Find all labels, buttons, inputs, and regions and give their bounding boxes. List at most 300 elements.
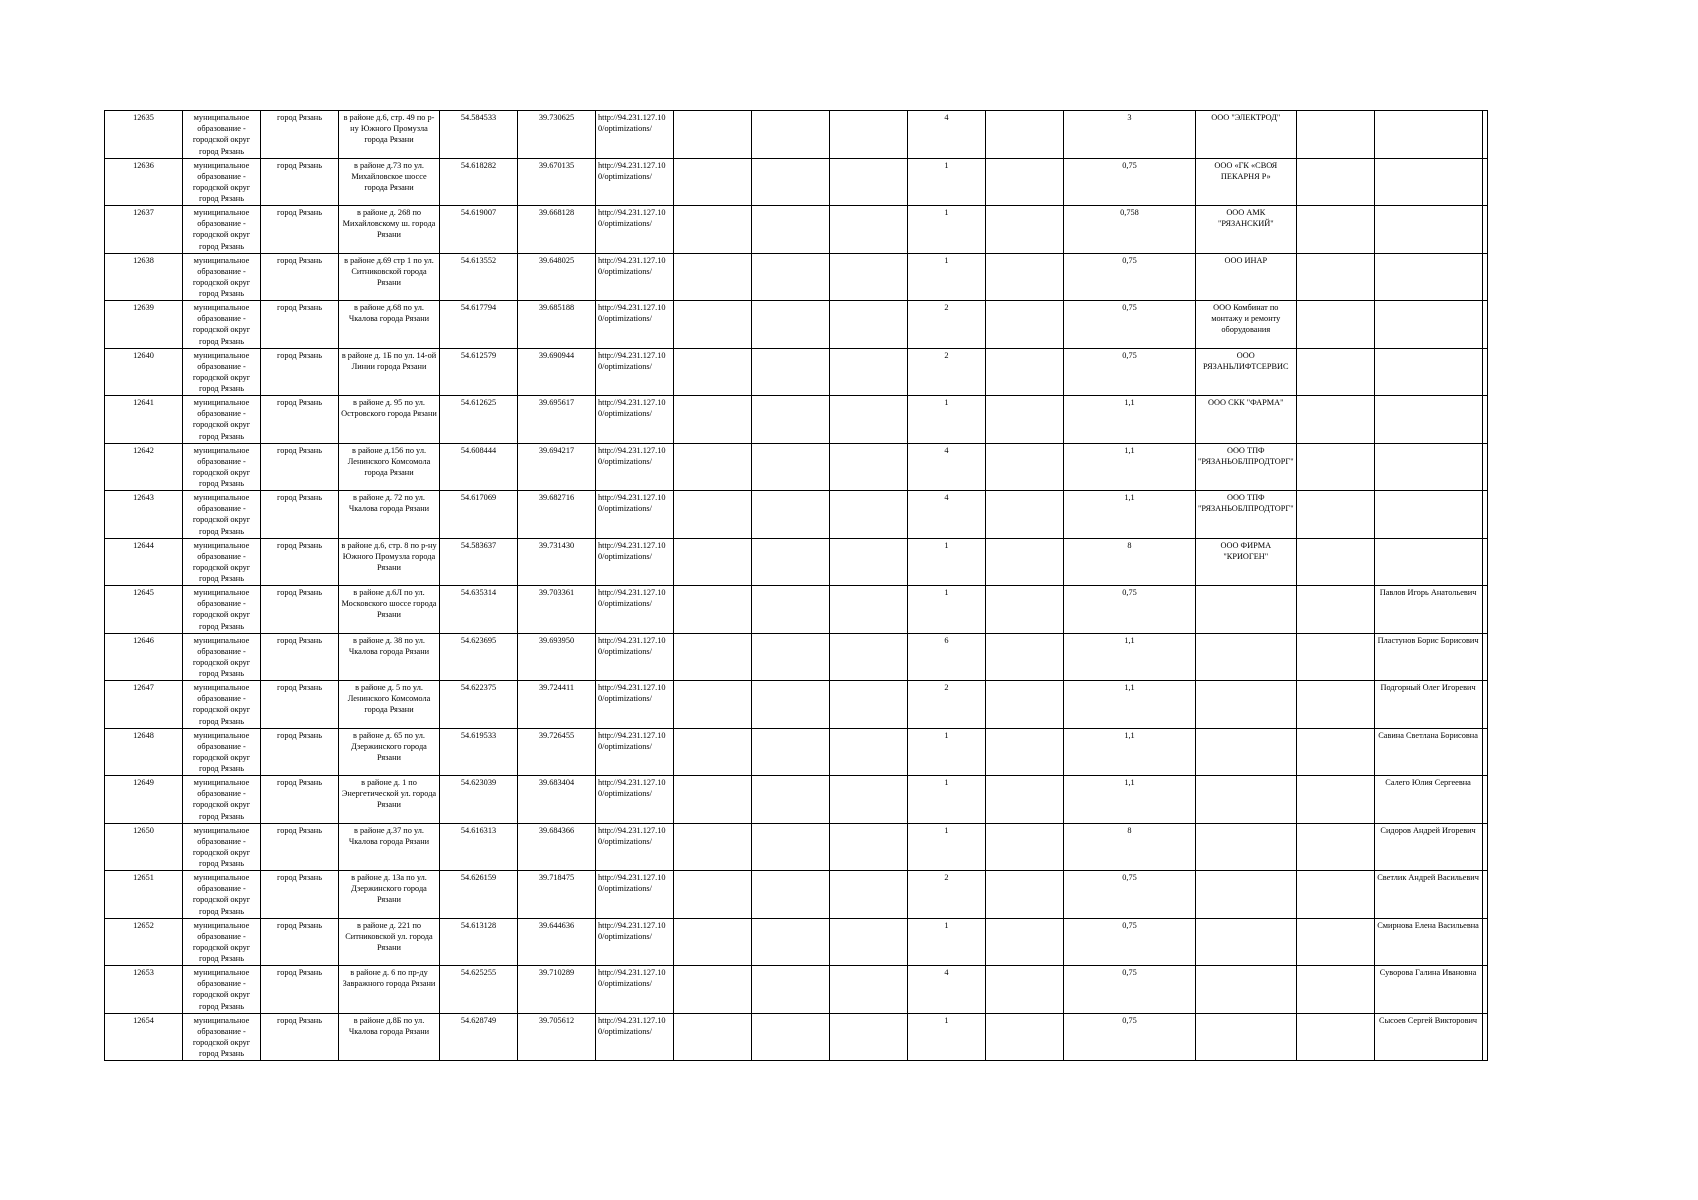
cell-container-count: 1 (908, 586, 986, 634)
cell-empty (986, 776, 1064, 824)
table-row (105, 253, 1488, 301)
cell-empty (674, 1013, 752, 1061)
cell-municipality: муниципальное образование - городской округ город Рязань (183, 728, 261, 776)
cell-container-volume: 1,1 (1064, 396, 1196, 444)
cell-empty (674, 966, 752, 1014)
cell-empty (752, 681, 830, 729)
cell-url: http://94.231.127.10 0/optimizations/ (596, 823, 674, 871)
cell-municipality: муниципальное образование - городской округ город Рязань (183, 206, 261, 254)
table-row (105, 681, 1488, 729)
cell-address: в районе д.73 по ул. Михайловское шоссе города Рязани (339, 158, 440, 206)
cell-url: http://94.231.127.10 0/optimizations/ (596, 158, 674, 206)
cell-municipality: муниципальное образование - городской округ город Рязань (183, 681, 261, 729)
cell-url: http://94.231.127.10 0/optimizations/ (596, 871, 674, 919)
cell-person: Павлов Игорь Анатольевич (1374, 586, 1482, 634)
cell-person: Сидоров Андрей Игоревич (1374, 823, 1482, 871)
cell-empty (830, 538, 908, 586)
cell-organization (1196, 966, 1297, 1014)
cell-empty (830, 776, 908, 824)
cell-organization: ООО Комбинат по монтажу и ремонту оборудования (1196, 301, 1297, 349)
cell-container-count: 2 (908, 301, 986, 349)
cell-person: Светлик Андрей Васильевич (1374, 871, 1482, 919)
cell-empty (830, 158, 908, 206)
cell-longitude: 39.731430 (518, 538, 596, 586)
cell-address: в районе д.6Л по ул. Московского шоссе города Рязани (339, 586, 440, 634)
cell-address: в районе д.8Б по ул. Чкалова города Рязани (339, 1013, 440, 1061)
cell-person: Сысоев Сергей Викторович (1374, 1013, 1482, 1061)
cell-latitude: 54.618282 (440, 158, 518, 206)
cell-empty (752, 301, 830, 349)
cell-address: в районе д. 221 по Ситниковской ул. города Рязани (339, 918, 440, 966)
cell-empty (1296, 443, 1374, 491)
cell-empty (674, 111, 752, 159)
cell-container-volume: 0,75 (1064, 348, 1196, 396)
cell-empty (986, 396, 1064, 444)
cell-container-volume: 1,1 (1064, 681, 1196, 729)
cell-empty (1296, 396, 1374, 444)
cell-latitude: 54.623039 (440, 776, 518, 824)
cell-empty (830, 681, 908, 729)
cell-person (1374, 443, 1482, 491)
cell-empty (1296, 966, 1374, 1014)
cell-container-volume: 0,75 (1064, 1013, 1196, 1061)
cell-longitude: 39.705612 (518, 1013, 596, 1061)
cell-container-volume: 0,75 (1064, 966, 1196, 1014)
cell-latitude: 54.626159 (440, 871, 518, 919)
cell-empty (830, 1013, 908, 1061)
cell-organization: ООО ТПФ "РЯЗАНЬОБЛПРОДТОРГ" (1196, 491, 1297, 539)
cell-container-count: 1 (908, 776, 986, 824)
cell-container-count: 6 (908, 633, 986, 681)
cell-municipality: муниципальное образование - городской округ город Рязань (183, 491, 261, 539)
cell-empty (1296, 253, 1374, 301)
cell-municipality: муниципальное образование - городской округ город Рязань (183, 776, 261, 824)
cell-id: 12654 (105, 1013, 183, 1061)
cell-latitude: 54.625255 (440, 966, 518, 1014)
cell-latitude: 54.583637 (440, 538, 518, 586)
cell-container-count: 1 (908, 538, 986, 586)
cell-municipality: муниципальное образование - городской округ город Рязань (183, 633, 261, 681)
table-body (105, 111, 1488, 1061)
cell-empty (986, 538, 1064, 586)
cell-url: http://94.231.127.10 0/optimizations/ (596, 348, 674, 396)
cell-municipality: муниципальное образование - городской округ город Рязань (183, 966, 261, 1014)
table-row (105, 443, 1488, 491)
registry-table (104, 110, 1488, 1061)
cell-person: Смирнова Елена Васильевна (1374, 918, 1482, 966)
table-row (105, 776, 1488, 824)
cell-empty (674, 348, 752, 396)
cell-empty (752, 823, 830, 871)
cell-empty (1296, 823, 1374, 871)
cell-empty (674, 728, 752, 776)
cell-organization (1196, 918, 1297, 966)
cell-empty (674, 633, 752, 681)
cell-container-volume: 1,1 (1064, 491, 1196, 539)
cell-person: Салего Юлия Сергеевна (1374, 776, 1482, 824)
cell-id: 12647 (105, 681, 183, 729)
cell-empty (986, 443, 1064, 491)
cell-locality: город Рязань (261, 396, 339, 444)
cell-empty (1296, 111, 1374, 159)
cell-empty (674, 776, 752, 824)
cell-empty (1482, 918, 1487, 966)
cell-organization (1196, 776, 1297, 824)
cell-municipality: муниципальное образование - городской округ город Рязань (183, 871, 261, 919)
cell-empty (830, 823, 908, 871)
cell-longitude: 39.690944 (518, 348, 596, 396)
cell-container-count: 1 (908, 728, 986, 776)
cell-longitude: 39.684366 (518, 823, 596, 871)
table-row (105, 538, 1488, 586)
cell-id: 12639 (105, 301, 183, 349)
cell-longitude: 39.693950 (518, 633, 596, 681)
cell-id: 12644 (105, 538, 183, 586)
cell-empty (1482, 1013, 1487, 1061)
cell-person (1374, 111, 1482, 159)
cell-empty (752, 586, 830, 634)
cell-latitude: 54.616313 (440, 823, 518, 871)
cell-locality: город Рязань (261, 776, 339, 824)
cell-empty (986, 158, 1064, 206)
cell-address: в районе д. 6 по пр-ду Завражного города Рязани (339, 966, 440, 1014)
cell-organization: ООО СКК "ФАРМА" (1196, 396, 1297, 444)
cell-empty (674, 443, 752, 491)
cell-organization: ООО «ГК «СВОЯ ПЕКАРНЯ Р» (1196, 158, 1297, 206)
cell-person (1374, 253, 1482, 301)
cell-organization (1196, 633, 1297, 681)
table-row (105, 206, 1488, 254)
cell-empty (674, 396, 752, 444)
cell-organization: ООО ИНАР (1196, 253, 1297, 301)
cell-url: http://94.231.127.10 0/optimizations/ (596, 1013, 674, 1061)
cell-municipality: муниципальное образование - городской округ город Рязань (183, 823, 261, 871)
cell-empty (1296, 728, 1374, 776)
cell-empty (1296, 681, 1374, 729)
cell-empty (1296, 538, 1374, 586)
cell-person (1374, 348, 1482, 396)
cell-address: в районе д. 268 по Михайловскому ш. города Рязани (339, 206, 440, 254)
cell-municipality: муниципальное образование - городской округ город Рязань (183, 586, 261, 634)
cell-empty (674, 681, 752, 729)
cell-latitude: 54.622375 (440, 681, 518, 729)
cell-person (1374, 206, 1482, 254)
cell-empty (1482, 823, 1487, 871)
cell-organization (1196, 823, 1297, 871)
cell-longitude: 39.685188 (518, 301, 596, 349)
cell-empty (1482, 776, 1487, 824)
cell-container-count: 1 (908, 396, 986, 444)
cell-longitude: 39.726455 (518, 728, 596, 776)
cell-empty (986, 1013, 1064, 1061)
cell-id: 12651 (105, 871, 183, 919)
cell-container-volume: 0,75 (1064, 301, 1196, 349)
cell-url: http://94.231.127.10 0/optimizations/ (596, 776, 674, 824)
cell-person (1374, 491, 1482, 539)
cell-locality: город Рязань (261, 966, 339, 1014)
cell-id: 12652 (105, 918, 183, 966)
cell-empty (752, 538, 830, 586)
cell-latitude: 54.617069 (440, 491, 518, 539)
cell-latitude: 54.619533 (440, 728, 518, 776)
cell-container-volume: 0,75 (1064, 586, 1196, 634)
cell-latitude: 54.608444 (440, 443, 518, 491)
cell-empty (830, 443, 908, 491)
table-row (105, 301, 1488, 349)
cell-empty (1482, 491, 1487, 539)
cell-empty (1482, 633, 1487, 681)
cell-empty (674, 586, 752, 634)
cell-container-count: 1 (908, 206, 986, 254)
cell-address: в районе д. 1Б по ул. 14-ой Линии города Рязани (339, 348, 440, 396)
cell-url: http://94.231.127.10 0/optimizations/ (596, 396, 674, 444)
cell-empty (830, 586, 908, 634)
cell-id: 12643 (105, 491, 183, 539)
cell-empty (674, 871, 752, 919)
cell-empty (1482, 586, 1487, 634)
cell-id: 12653 (105, 966, 183, 1014)
cell-locality: город Рязань (261, 918, 339, 966)
cell-address: в районе д. 5 по ул. Ленинского Комсомола города Рязани (339, 681, 440, 729)
cell-url: http://94.231.127.10 0/optimizations/ (596, 111, 674, 159)
cell-empty (752, 111, 830, 159)
cell-empty (830, 491, 908, 539)
cell-container-count: 1 (908, 1013, 986, 1061)
cell-container-volume: 8 (1064, 538, 1196, 586)
cell-container-count: 4 (908, 111, 986, 159)
cell-empty (752, 206, 830, 254)
cell-latitude: 54.635314 (440, 586, 518, 634)
cell-locality: город Рязань (261, 586, 339, 634)
cell-url: http://94.231.127.10 0/optimizations/ (596, 491, 674, 539)
cell-empty (986, 633, 1064, 681)
cell-locality: город Рязань (261, 728, 339, 776)
cell-empty (752, 158, 830, 206)
cell-empty (830, 301, 908, 349)
cell-empty (752, 491, 830, 539)
cell-empty (674, 491, 752, 539)
cell-address: в районе д. 1 по Энергетической ул. города Рязани (339, 776, 440, 824)
cell-empty (1296, 348, 1374, 396)
cell-longitude: 39.648025 (518, 253, 596, 301)
cell-container-volume: 0,75 (1064, 158, 1196, 206)
cell-longitude: 39.683404 (518, 776, 596, 824)
cell-container-volume: 1,1 (1064, 443, 1196, 491)
cell-empty (752, 633, 830, 681)
table-row (105, 348, 1488, 396)
cell-id: 12636 (105, 158, 183, 206)
cell-id: 12645 (105, 586, 183, 634)
cell-id: 12641 (105, 396, 183, 444)
table-row (105, 1013, 1488, 1061)
cell-person (1374, 396, 1482, 444)
cell-empty (752, 348, 830, 396)
cell-empty (752, 728, 830, 776)
table-row (105, 396, 1488, 444)
table-row (105, 966, 1488, 1014)
cell-locality: город Рязань (261, 871, 339, 919)
cell-locality: город Рязань (261, 681, 339, 729)
cell-empty (830, 918, 908, 966)
cell-address: в районе д.6, стр. 8 по р-ну Южного Промузла города Рязани (339, 538, 440, 586)
cell-url: http://94.231.127.10 0/optimizations/ (596, 443, 674, 491)
cell-latitude: 54.612579 (440, 348, 518, 396)
cell-organization (1196, 871, 1297, 919)
cell-empty (1482, 158, 1487, 206)
cell-container-volume: 1,1 (1064, 633, 1196, 681)
cell-municipality: муниципальное образование - городской округ город Рязань (183, 301, 261, 349)
cell-longitude: 39.710289 (518, 966, 596, 1014)
cell-empty (1482, 111, 1487, 159)
cell-person: Пластунов Борис Борисович (1374, 633, 1482, 681)
cell-longitude: 39.718475 (518, 871, 596, 919)
cell-container-count: 2 (908, 871, 986, 919)
table-row (105, 158, 1488, 206)
cell-locality: город Рязань (261, 253, 339, 301)
cell-container-count: 2 (908, 348, 986, 396)
cell-container-volume: 1,1 (1064, 728, 1196, 776)
cell-empty (1482, 966, 1487, 1014)
cell-municipality: муниципальное образование - городской округ город Рязань (183, 158, 261, 206)
cell-container-volume: 0,75 (1064, 918, 1196, 966)
cell-empty (830, 253, 908, 301)
cell-latitude: 54.628749 (440, 1013, 518, 1061)
cell-empty (986, 728, 1064, 776)
cell-url: http://94.231.127.10 0/optimizations/ (596, 253, 674, 301)
cell-id: 12638 (105, 253, 183, 301)
cell-locality: город Рязань (261, 348, 339, 396)
cell-locality: город Рязань (261, 158, 339, 206)
cell-empty (752, 918, 830, 966)
cell-empty (1296, 633, 1374, 681)
cell-id: 12649 (105, 776, 183, 824)
cell-empty (1482, 396, 1487, 444)
cell-empty (1296, 1013, 1374, 1061)
cell-empty (752, 253, 830, 301)
cell-locality: город Рязань (261, 443, 339, 491)
cell-container-count: 1 (908, 918, 986, 966)
cell-container-count: 4 (908, 491, 986, 539)
cell-person: Подгорный Олег Игоревич (1374, 681, 1482, 729)
cell-empty (1296, 586, 1374, 634)
cell-municipality: муниципальное образование - городской округ город Рязань (183, 396, 261, 444)
cell-container-volume: 3 (1064, 111, 1196, 159)
cell-empty (1296, 301, 1374, 349)
cell-locality: город Рязань (261, 206, 339, 254)
cell-locality: город Рязань (261, 491, 339, 539)
cell-container-count: 1 (908, 253, 986, 301)
cell-empty (986, 918, 1064, 966)
cell-municipality: муниципальное образование - городской округ город Рязань (183, 1013, 261, 1061)
cell-address: в районе д.156 по ул. Ленинского Комсомола города Рязани (339, 443, 440, 491)
cell-address: в районе д. 72 по ул. Чкалова города Рязани (339, 491, 440, 539)
cell-url: http://94.231.127.10 0/optimizations/ (596, 728, 674, 776)
cell-latitude: 54.613128 (440, 918, 518, 966)
cell-latitude: 54.584533 (440, 111, 518, 159)
cell-empty (986, 871, 1064, 919)
cell-empty (752, 443, 830, 491)
cell-empty (830, 206, 908, 254)
cell-longitude: 39.724411 (518, 681, 596, 729)
cell-empty (674, 823, 752, 871)
cell-id: 12646 (105, 633, 183, 681)
cell-longitude: 39.695617 (518, 396, 596, 444)
cell-empty (986, 348, 1064, 396)
cell-url: http://94.231.127.10 0/optimizations/ (596, 538, 674, 586)
cell-empty (830, 111, 908, 159)
table-row (105, 491, 1488, 539)
cell-id: 12635 (105, 111, 183, 159)
cell-empty (1296, 491, 1374, 539)
cell-empty (1296, 918, 1374, 966)
cell-empty (1296, 158, 1374, 206)
cell-person (1374, 301, 1482, 349)
cell-id: 12650 (105, 823, 183, 871)
cell-empty (1482, 443, 1487, 491)
cell-address: в районе д.37 по ул. Чкалова города Рязани (339, 823, 440, 871)
cell-latitude: 54.619007 (440, 206, 518, 254)
cell-empty (1482, 871, 1487, 919)
cell-empty (986, 586, 1064, 634)
cell-address: в районе д.6, стр. 49 по р-ну Южного Промузла города Рязани (339, 111, 440, 159)
cell-container-volume: 0,75 (1064, 871, 1196, 919)
cell-organization (1196, 1013, 1297, 1061)
cell-id: 12642 (105, 443, 183, 491)
cell-empty (674, 158, 752, 206)
table-row (105, 728, 1488, 776)
cell-empty (830, 966, 908, 1014)
cell-container-count: 1 (908, 158, 986, 206)
cell-empty (752, 871, 830, 919)
cell-municipality: муниципальное образование - городской округ город Рязань (183, 443, 261, 491)
cell-empty (1482, 728, 1487, 776)
cell-organization: ООО АМК "РЯЗАНСКИЙ" (1196, 206, 1297, 254)
cell-empty (1482, 348, 1487, 396)
cell-container-count: 2 (908, 681, 986, 729)
cell-locality: город Рязань (261, 538, 339, 586)
cell-empty (1482, 538, 1487, 586)
cell-organization (1196, 681, 1297, 729)
cell-empty (674, 918, 752, 966)
cell-organization (1196, 586, 1297, 634)
cell-empty (1296, 206, 1374, 254)
cell-person: Суворова Галина Ивановна (1374, 966, 1482, 1014)
cell-address: в районе д.68 по ул. Чкалова города Рязани (339, 301, 440, 349)
cell-empty (1482, 253, 1487, 301)
cell-url: http://94.231.127.10 0/optimizations/ (596, 681, 674, 729)
cell-latitude: 54.612625 (440, 396, 518, 444)
cell-organization (1196, 728, 1297, 776)
cell-empty (986, 206, 1064, 254)
cell-locality: город Рязань (261, 633, 339, 681)
cell-organization: ООО "ЭЛЕКТРОД" (1196, 111, 1297, 159)
cell-empty (830, 396, 908, 444)
cell-municipality: муниципальное образование - городской округ город Рязань (183, 111, 261, 159)
cell-empty (1296, 871, 1374, 919)
cell-longitude: 39.703361 (518, 586, 596, 634)
cell-locality: город Рязань (261, 1013, 339, 1061)
cell-address: в районе д.69 стр 1 по ул. Ситниковской города Рязани (339, 253, 440, 301)
cell-address: в районе д. 65 по ул. Дзержинского города Рязани (339, 728, 440, 776)
cell-organization: ООО ТПФ "РЯЗАНЬОБЛПРОДТОРГ" (1196, 443, 1297, 491)
cell-empty (830, 871, 908, 919)
cell-organization: ООО РЯЗАНЬЛИФТСЕРВИС (1196, 348, 1297, 396)
cell-empty (752, 776, 830, 824)
cell-empty (1296, 776, 1374, 824)
cell-longitude: 39.682716 (518, 491, 596, 539)
cell-empty (752, 966, 830, 1014)
cell-longitude: 39.668128 (518, 206, 596, 254)
